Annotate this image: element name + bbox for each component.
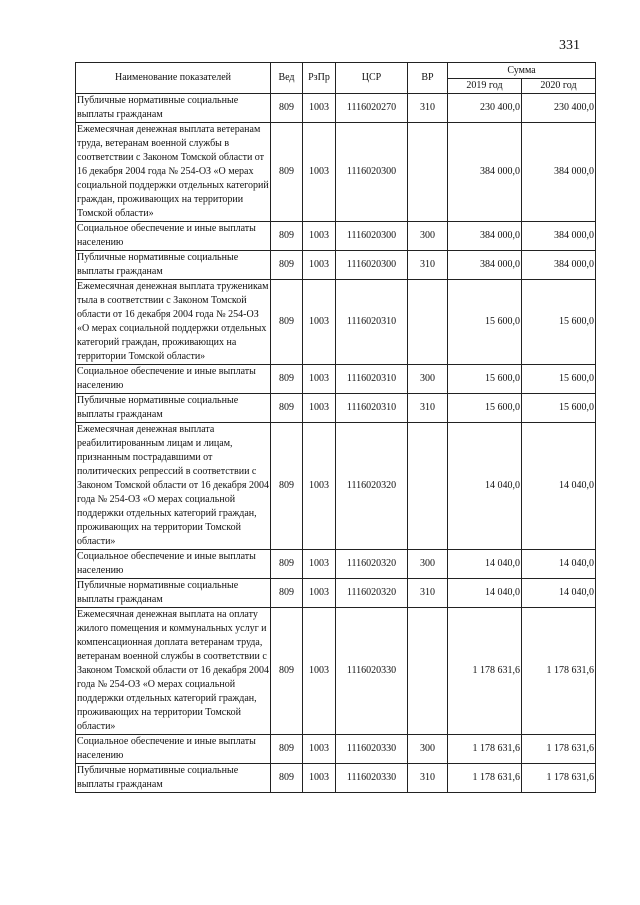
row-rzpr: 1003 [303, 280, 336, 365]
table-row [76, 608, 596, 735]
row-rzpr: 1003 [303, 222, 336, 251]
table-row [76, 251, 596, 280]
row-sum-2020: 15 600,0 [522, 394, 596, 423]
row-sum-2020: 230 400,0 [522, 94, 596, 123]
row-sum-2020: 14 040,0 [522, 579, 596, 608]
row-ved: 809 [271, 579, 303, 608]
row-sum-2019: 15 600,0 [448, 280, 522, 365]
row-csr: 1116020310 [336, 280, 408, 365]
row-vr [408, 123, 448, 222]
row-ved: 809 [271, 394, 303, 423]
row-rzpr: 1003 [303, 579, 336, 608]
table-row [76, 423, 596, 550]
row-ved: 809 [271, 123, 303, 222]
row-csr: 1116020310 [336, 394, 408, 423]
row-vr: 310 [408, 579, 448, 608]
row-vr: 300 [408, 550, 448, 579]
row-vr: 300 [408, 222, 448, 251]
row-sum-2020: 14 040,0 [522, 550, 596, 579]
row-name: Ежемесячная денежная выплата на оплату жилого помещения и коммунальных услуг и компенсационная доплата ветеранам труда, ветеранам военной службы в соответствии с Законом Томской области от 16 декабря 2004 года № 254-ОЗ «О мерах социальной поддержки отдельных категорий граждан, проживающих на территории Томской области» [76, 608, 271, 735]
row-sum-2019: 1 178 631,6 [448, 764, 522, 793]
row-sum-2020: 1 178 631,6 [522, 764, 596, 793]
row-ved: 809 [271, 94, 303, 123]
row-sum-2019: 384 000,0 [448, 222, 522, 251]
table-row [76, 394, 596, 423]
row-name: Публичные нормативные социальные выплаты гражданам [76, 394, 271, 423]
row-name: Социальное обеспечение и иные выплаты населению [76, 735, 271, 764]
row-csr: 1116020300 [336, 222, 408, 251]
row-sum-2019: 14 040,0 [448, 550, 522, 579]
row-rzpr: 1003 [303, 94, 336, 123]
table-row [76, 123, 596, 222]
row-name: Ежемесячная денежная выплата ветеранам труда, ветеранам военной службы в соответствии с Законом Томской области от 16 декабря 2004 года № 254-ОЗ «О мерах социальной поддержки отдельных категорий граждан, проживающих на территории Томской области» [76, 123, 271, 222]
row-csr: 1116020310 [336, 365, 408, 394]
row-sum-2020: 384 000,0 [522, 222, 596, 251]
row-vr: 310 [408, 251, 448, 280]
row-ved: 809 [271, 764, 303, 793]
row-ved: 809 [271, 365, 303, 394]
row-csr: 1116020270 [336, 94, 408, 123]
table-row [76, 365, 596, 394]
row-ved: 809 [271, 280, 303, 365]
row-csr: 1116020300 [336, 123, 408, 222]
row-rzpr: 1003 [303, 365, 336, 394]
table-row [76, 735, 596, 764]
header-sum: Сумма [448, 63, 596, 79]
row-csr: 1116020330 [336, 735, 408, 764]
row-vr [408, 608, 448, 735]
table-row [76, 222, 596, 251]
row-rzpr: 1003 [303, 423, 336, 550]
row-rzpr: 1003 [303, 764, 336, 793]
row-vr: 300 [408, 735, 448, 764]
row-ved: 809 [271, 423, 303, 550]
row-name: Ежемесячная денежная выплата реабилитированным лицам и лицам, признанным пострадавшими от политических репрессий в соответствии с Законом Томской области от 16 декабря 2004 года № 254-ОЗ «О мерах социальной поддержки отдельных категорий граждан, проживающих на территории Томской области» [76, 423, 271, 550]
row-sum-2019: 1 178 631,6 [448, 608, 522, 735]
row-name: Социальное обеспечение и иные выплаты населению [76, 222, 271, 251]
row-sum-2019: 15 600,0 [448, 394, 522, 423]
row-ved: 809 [271, 735, 303, 764]
row-rzpr: 1003 [303, 608, 336, 735]
row-name: Публичные нормативные социальные выплаты гражданам [76, 251, 271, 280]
table-body [76, 94, 596, 793]
row-sum-2020: 15 600,0 [522, 280, 596, 365]
header-2019: 2019 год [448, 79, 522, 94]
row-sum-2019: 230 400,0 [448, 94, 522, 123]
row-name: Социальное обеспечение и иные выплаты населению [76, 550, 271, 579]
row-name: Публичные нормативные социальные выплаты гражданам [76, 94, 271, 123]
header-2020: 2020 год [522, 79, 596, 94]
row-vr: 310 [408, 764, 448, 793]
row-rzpr: 1003 [303, 123, 336, 222]
row-sum-2019: 1 178 631,6 [448, 735, 522, 764]
row-vr: 310 [408, 394, 448, 423]
row-sum-2020: 1 178 631,6 [522, 608, 596, 735]
row-ved: 809 [271, 251, 303, 280]
row-sum-2019: 14 040,0 [448, 579, 522, 608]
table-row [76, 579, 596, 608]
row-ved: 809 [271, 608, 303, 735]
row-vr: 310 [408, 94, 448, 123]
row-rzpr: 1003 [303, 735, 336, 764]
budget-table [75, 62, 596, 793]
row-vr [408, 280, 448, 365]
row-rzpr: 1003 [303, 550, 336, 579]
row-rzpr: 1003 [303, 251, 336, 280]
row-sum-2020: 15 600,0 [522, 365, 596, 394]
row-sum-2020: 384 000,0 [522, 251, 596, 280]
row-ved: 809 [271, 222, 303, 251]
row-name: Социальное обеспечение и иные выплаты населению [76, 365, 271, 394]
row-name: Ежемесячная денежная выплата труженикам тыла в соответствии с Законом Томской области от 16 декабря 2004 года № 254-ОЗ «О мерах социальной поддержки отдельных категорий граждан, проживающих на территории Томской области» [76, 280, 271, 365]
row-sum-2019: 384 000,0 [448, 123, 522, 222]
row-csr: 1116020320 [336, 579, 408, 608]
row-csr: 1116020300 [336, 251, 408, 280]
table-row [76, 550, 596, 579]
row-sum-2019: 384 000,0 [448, 251, 522, 280]
header-csr: ЦСР [336, 63, 408, 94]
row-sum-2020: 384 000,0 [522, 123, 596, 222]
table-row [76, 280, 596, 365]
row-name: Публичные нормативные социальные выплаты гражданам [76, 764, 271, 793]
header-vr: ВР [408, 63, 448, 94]
row-csr: 1116020320 [336, 423, 408, 550]
row-sum-2019: 15 600,0 [448, 365, 522, 394]
row-sum-2020: 1 178 631,6 [522, 735, 596, 764]
row-sum-2019: 14 040,0 [448, 423, 522, 550]
table-row [76, 764, 596, 793]
header-ved: Вед [271, 63, 303, 94]
row-csr: 1116020320 [336, 550, 408, 579]
row-name: Публичные нормативные социальные выплаты гражданам [76, 579, 271, 608]
row-sum-2020: 14 040,0 [522, 423, 596, 550]
row-rzpr: 1003 [303, 394, 336, 423]
header-rzpr: РзПр [303, 63, 336, 94]
row-csr: 1116020330 [336, 608, 408, 735]
row-vr [408, 423, 448, 550]
table-row [76, 94, 596, 123]
row-ved: 809 [271, 550, 303, 579]
row-vr: 300 [408, 365, 448, 394]
row-csr: 1116020330 [336, 764, 408, 793]
page-number: 331 [559, 38, 580, 53]
header-name: Наименование показателей [76, 63, 271, 94]
